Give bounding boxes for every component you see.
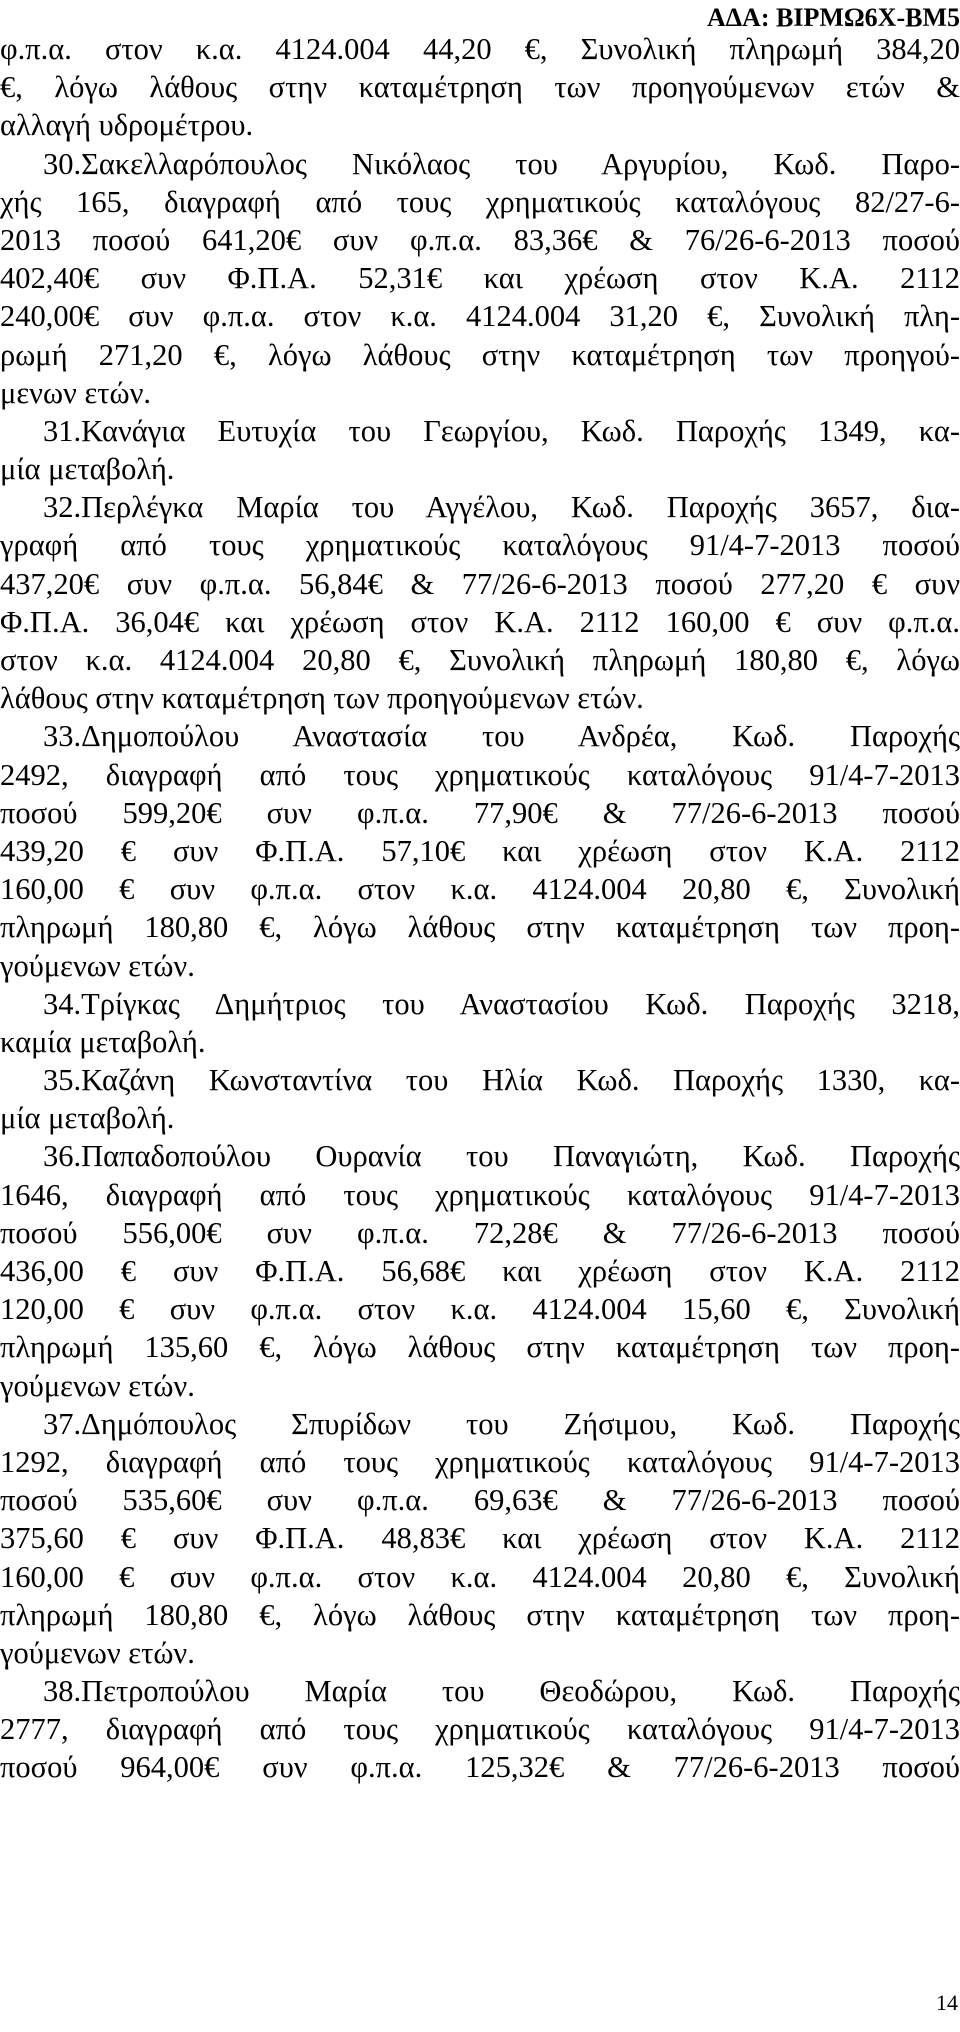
text-line: 120,00 € συν φ.π.α. στον κ.α. 4124.004 15,60 €, Συνολική (0, 1292, 960, 1327)
text-line: πληρωμή 180,80 €, λόγω λάθους στην καταμέτρηση των προη- (0, 910, 960, 945)
list-item-38 (0, 1672, 960, 1787)
text-line: 2492, διαγραφή από τους χρηματικούς καταλόγους 91/4-7-2013 (0, 757, 960, 792)
list-item-36 (0, 1137, 960, 1404)
text-line: στον κ.α. 4124.004 20,80 €, Συνολική πληρωμή 180,80 €, λόγω (0, 643, 960, 677)
list-item-37 (0, 1405, 960, 1672)
text-line: 30.Σακελλαρόπουλος Νικόλαος του Αργυρίου, Κωδ. Παρο- (43, 146, 960, 181)
text-line: 34.Τρίγκας Δημήτριος του Αναστασίου Κωδ. Παροχής 3218, (43, 986, 960, 1021)
text-line: €, λόγω λάθους στην καταμέτρηση των προηγούμενων ετών & (0, 70, 960, 105)
text-line: 1292, διαγραφή από τους χρηματικούς καταλόγους 91/4-7-2013 (0, 1444, 960, 1479)
list-item-34 (0, 985, 960, 1061)
text-line: 436,00 € συν Φ.Π.Α. 56,68€ και χρέωση στον Κ.Α. 2112 (0, 1254, 960, 1288)
text-line: 160,00 € συν φ.π.α. στον κ.α. 4124.004 20,80 €, Συνολική (0, 872, 960, 907)
text-line: ποσού 556,00€ συν φ.π.α. 72,28€ & 77/26-6-2013 ποσού (0, 1215, 960, 1250)
text-line: 2777, διαγραφή από τους χρηματικούς καταλόγους 91/4-7-2013 (0, 1712, 960, 1747)
text-line: 38.Πετροπούλου Μαρία του Θεοδώρου, Κωδ. Παροχής (43, 1674, 960, 1709)
text-line: 35.Καζάνη Κωνσταντίνα του Ηλία Κωδ. Παροχής 1330, κα- (43, 1063, 960, 1098)
text-line: 32.Περλέγκα Μαρία του Αγγέλου, Κωδ. Παροχής 3657, δια- (43, 490, 960, 525)
list-item-35 (0, 1061, 960, 1137)
text-line: 31.Κανάγια Ευτυχία του Γεωργίου, Κωδ. Παροχής 1349, κα- (43, 413, 960, 448)
paragraph-continuation (0, 30, 960, 145)
list-item-30 (0, 145, 960, 412)
text-line: 2013 ποσού 641,20€ συν φ.π.α. 83,36€ & 76/26-6-2013 ποσού (0, 222, 960, 257)
page-number: 14 (936, 1990, 958, 2015)
text-line: πληρωμή 180,80 €, λόγω λάθους στην καταμέτρηση των προη- (0, 1597, 960, 1632)
ada-code-header: ΑΔΑ: ΒΙΡΜΩ6Χ-ΒΜ5 (706, 3, 960, 32)
text-line: 37.Δημόπουλος Σπυρίδων του Ζήσιμου, Κωδ. Παροχής (43, 1406, 960, 1441)
text-line: γραφή από τους χρηματικούς καταλόγους 91/4-7-2013 ποσού (0, 528, 960, 563)
text-line: Φ.Π.Α. 36,04€ και χρέωση στον Κ.Α. 2112 160,00 € συν φ.π.α. (0, 604, 960, 639)
text-line: ποσού 535,60€ συν φ.π.α. 69,63€ & 77/26-6-2013 ποσού (0, 1483, 960, 1518)
text-line: χής 165, διαγραφή από τους χρηματικούς καταλόγους 82/27-6- (0, 184, 960, 219)
document-body (0, 30, 960, 1787)
text-line: ποσού 964,00€ συν φ.π.α. 125,32€ & 77/26-6-2013 ποσού (0, 1750, 960, 1785)
text-line: ποσού 599,20€ συν φ.π.α. 77,90€ & 77/26-6-2013 ποσού (0, 795, 960, 830)
text-line: 439,20 € συν Φ.Π.Α. 57,10€ και χρέωση στον Κ.Α. 2112 (0, 833, 960, 868)
text-line: ρωμή 271,20 €, λόγω λάθους στην καταμέτρηση των προηγού- (0, 337, 960, 372)
text-line: μία μεταβολή. (0, 452, 175, 487)
text-line: 36.Παπαδοπούλου Ουρανία του Παναγιώτη, Κωδ. Παροχής (43, 1139, 960, 1174)
list-item-33 (0, 717, 960, 984)
text-line: μία μεταβολή. (0, 1101, 175, 1136)
text-line: γούμενων ετών. (0, 1368, 195, 1403)
text-line: 402,40€ συν Φ.Π.Α. 52,31€ και χρέωση στον Κ.Α. 2112 (0, 261, 960, 296)
text-line: 1646, διαγραφή από τους χρηματικούς καταλόγους 91/4-7-2013 (0, 1177, 960, 1212)
text-line: φ.π.α. στον κ.α. 4124.004 44,20 €, Συνολική πληρωμή 384,20 (0, 32, 960, 66)
text-line: καμία μεταβολή. (0, 1024, 206, 1059)
text-line: γούμενων ετών. (0, 948, 195, 983)
text-line: 437,20€ συν φ.π.α. 56,84€ & 77/26-6-2013 ποσού 277,20 € συν (0, 566, 960, 601)
text-line: 33.Δημοπούλου Αναστασία του Ανδρέα, Κωδ. Παροχής (43, 719, 960, 754)
text-line: λάθους στην καταμέτρηση των προηγούμενων ετών. (0, 681, 644, 716)
list-item-32 (0, 488, 960, 717)
text-line: αλλαγή υδρομέτρου. (0, 108, 254, 143)
text-line: μενων ετών. (0, 375, 151, 410)
list-item-31 (0, 412, 960, 488)
text-line: 375,60 € συν Φ.Π.Α. 48,83€ και χρέωση στον Κ.Α. 2112 (0, 1521, 960, 1556)
text-line: πληρωμή 135,60 €, λόγω λάθους στην καταμέτρηση των προη- (0, 1330, 960, 1365)
text-line: 240,00€ συν φ.π.α. στον κ.α. 4124.004 31,20 €, Συνολική πλη- (0, 299, 960, 334)
text-line: γούμενων ετών. (0, 1635, 195, 1670)
text-line: 160,00 € συν φ.π.α. στον κ.α. 4124.004 20,80 €, Συνολική (0, 1559, 960, 1594)
